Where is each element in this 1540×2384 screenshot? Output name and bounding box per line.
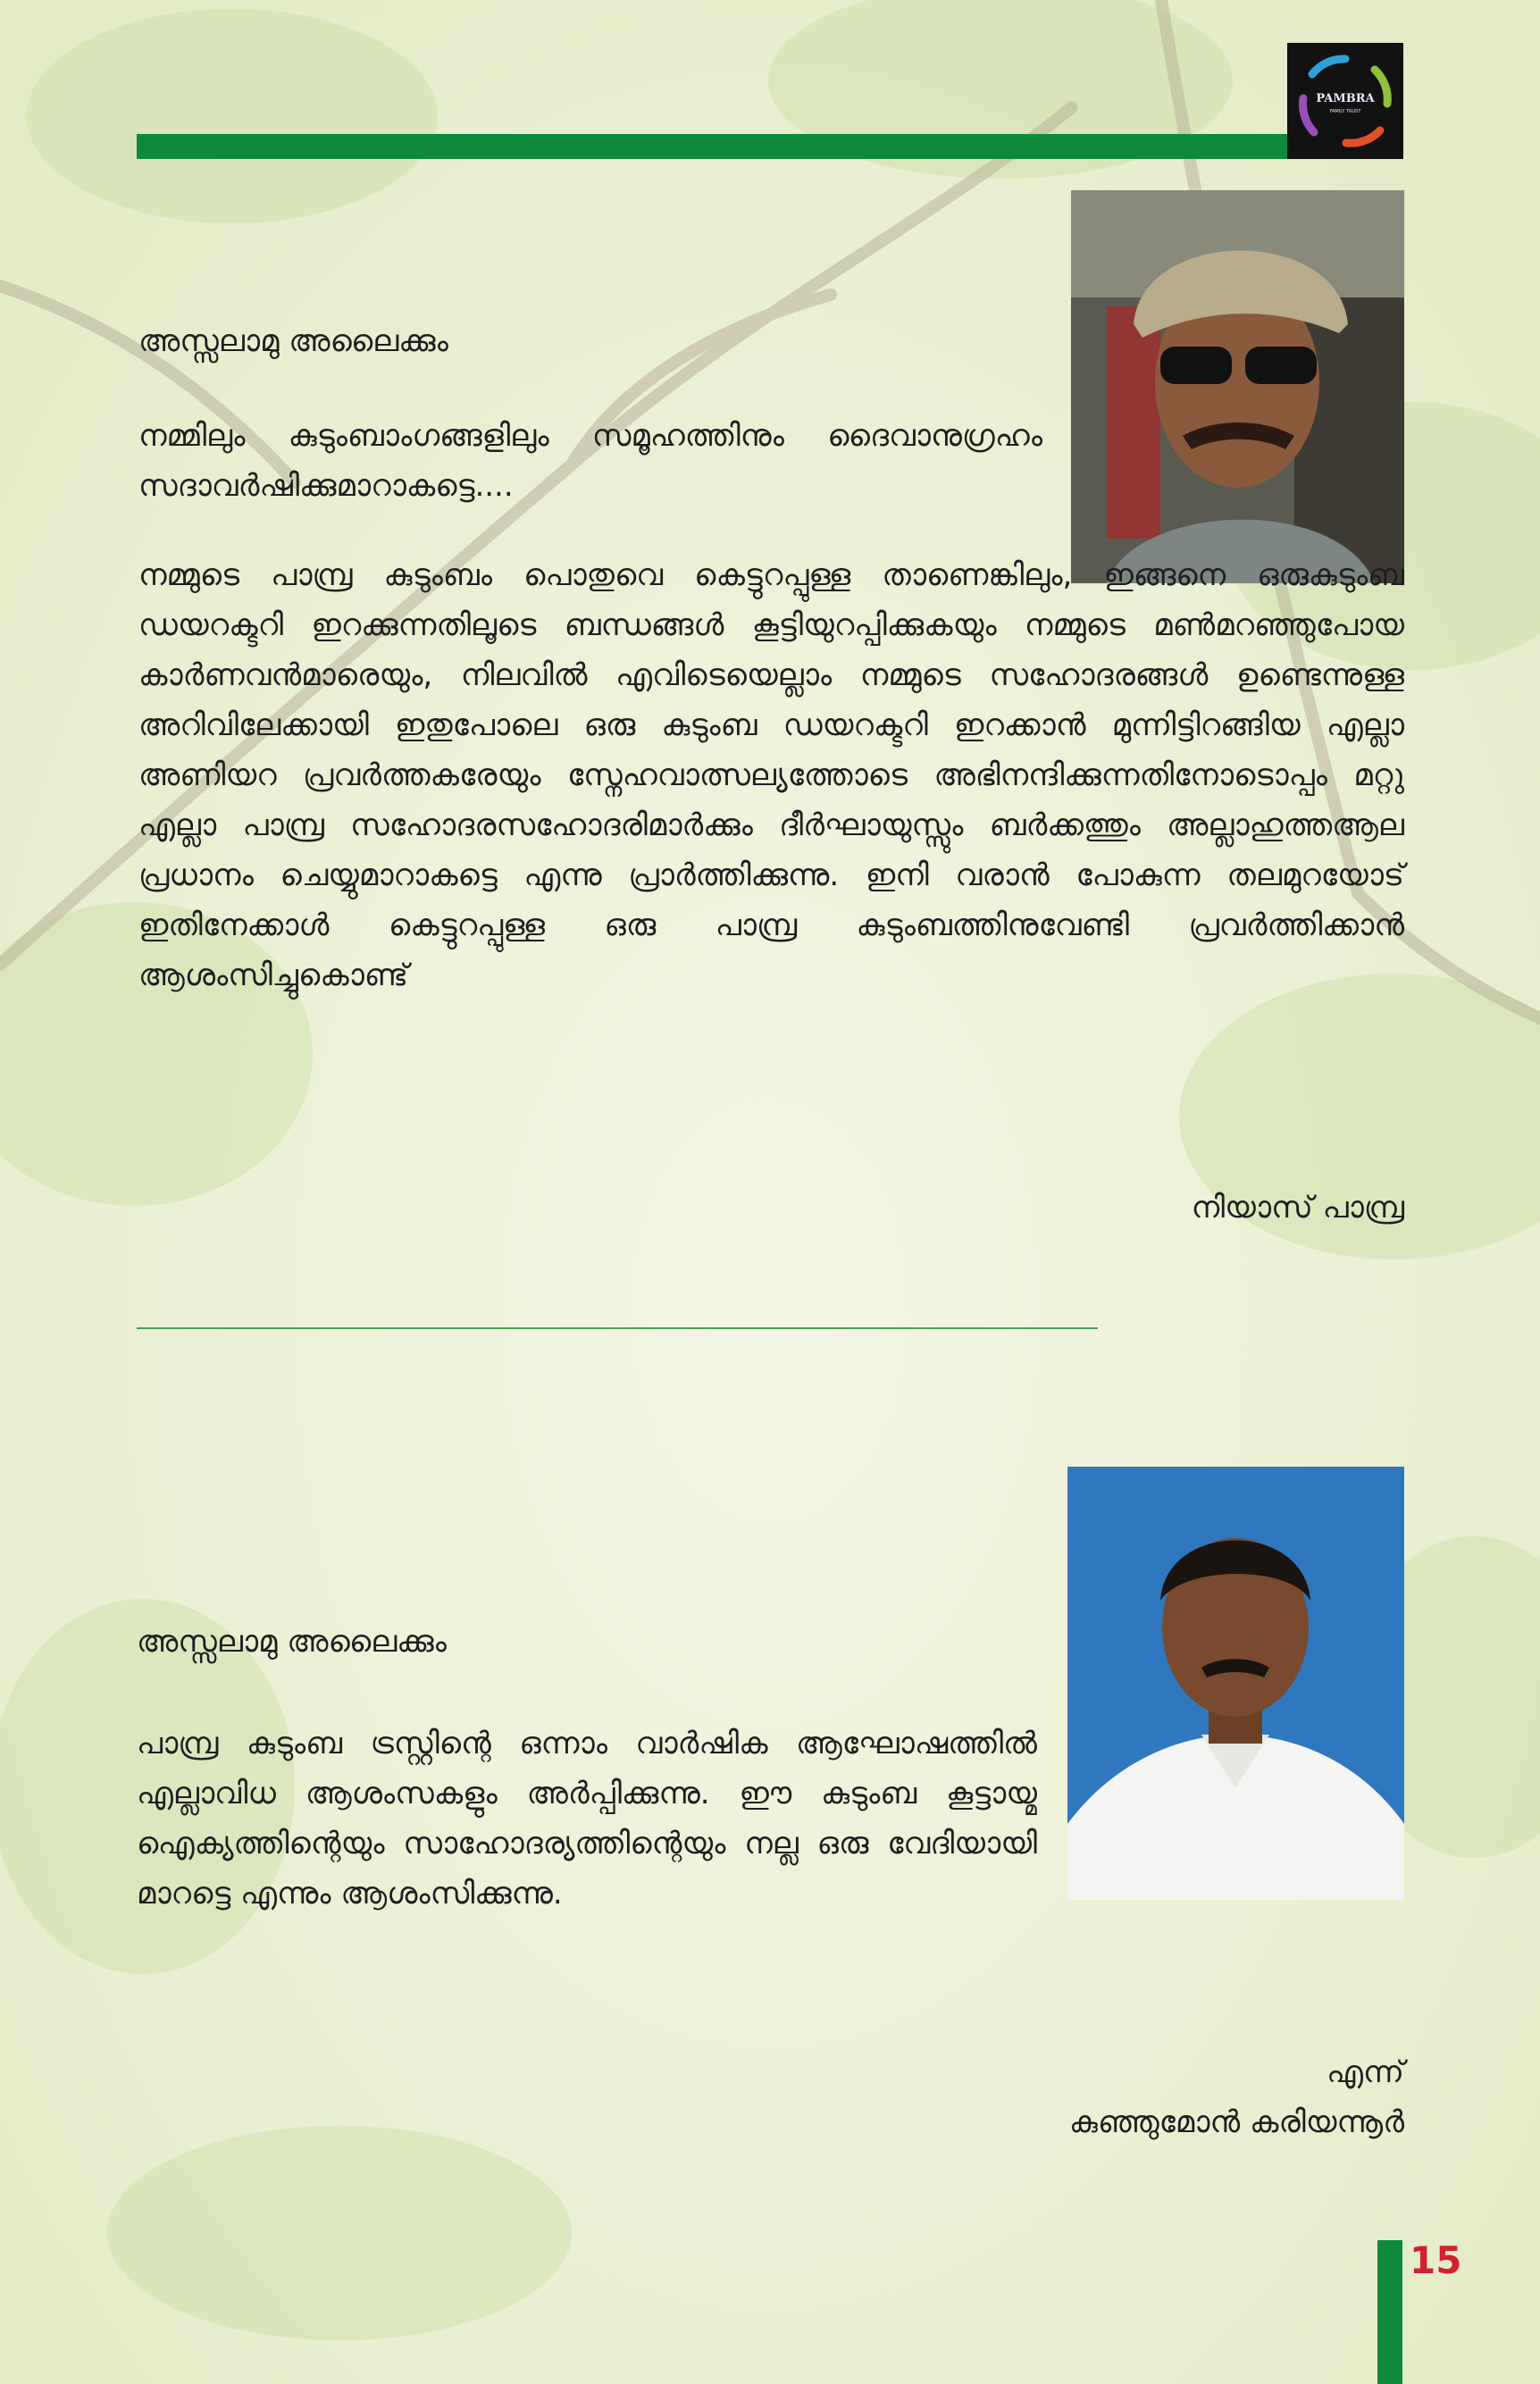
svg-text:FAMILY TRUST: FAMILY TRUST xyxy=(1329,109,1361,114)
signature-2-prefix: എന്ന് xyxy=(1327,2054,1404,2090)
svg-text:PAMBRA: PAMBRA xyxy=(1316,92,1375,105)
header-bar xyxy=(137,134,1289,159)
message-1-intro: നമ്മിലും കുടുംബാംഗങ്ങളിലും സമൂഹത്തിനും ദൈവാനുഗ്രഹം സദാവർഷിക്കുമാറാകട്ടെ.... xyxy=(138,418,1042,504)
pambra-logo xyxy=(1287,43,1403,159)
signature-2: കുഞ്ഞുമോൻ കരിയന്നൂർ xyxy=(1069,2104,1404,2140)
greeting-1: അസ്സലാമു അലൈക്കും xyxy=(138,323,448,359)
author-photo-niyas xyxy=(1071,190,1404,583)
author-photo-kunjumon xyxy=(1067,1467,1404,1900)
section-divider xyxy=(137,1327,1098,1329)
greeting-2: അസ്സലാമു അലൈക്കും xyxy=(137,1624,447,1660)
message-1-body: നമ്മുടെ പാമ്പ്ര കുടുംബം പൊതുവെ കെട്ടുറപ്പുള്ള താണെങ്കിലും, ഇങ്ങനെ ഒരുകുടുംബ ഡയറക്ടറി ഇറക്കുന്നതിലൂടെ ബന്ധങ്ങൾ കൂട്ടിയുറപ്പിക്കുകയും നമ്മുടെ മൺമറഞ്ഞുപോയ കാർണവൻമാരെയും, നിലവിൽ എവിടെയെല്ലാം നമ്മുടെ സഹോദരങ്ങൾ ഉണ്ടെന്നുള്ള അറിവിലേക്കായി ഇതുപോലെ ഒരു കുടുംബ ഡയറക്ടറി ഇറക്കാൻ മുന്നിട്ടിറങ്ങിയ എല്ലാ അണിയറ പ്രവർത്തകരേയും സ്നേഹവാത്സല്യത്തോടെ അഭിനന്ദിക്കുന്നതിനോടൊപ്പം മറ്റു എല്ലാ പാമ്പ്ര സഹോദരസഹോദരിമാർക്കും ദീർഘായുസ്സും ബർക്കത്തും അല്ലാഹുത്തആല പ്രധാനം ചെയ്യുമാറാകട്ടെ എന്നു പ്രാർത്തിക്കുന്നു. ഇനി വരാൻ പോകുന്ന തലമുറയോട് ഇതിനേക്കാൾ കെട്ടുറപ്പുള്ള ഒരു പാമ്പ്ര കുടുംബത്തിനുവേണ്ടി പ്രവർത്തിക്കാൻ ആശംസിച്ചുകൊണ്ട് xyxy=(138,557,1404,993)
page-number: 15 xyxy=(1410,2238,1462,2282)
page-number-bar xyxy=(1377,2240,1402,2384)
signature-1: നിയാസ് പാമ്പ്ര xyxy=(1191,1190,1404,1225)
message-2-body: പാമ്പ്ര കുടുംബ ട്രസ്റ്റിന്റെ ഒന്നാം വാർഷിക ആഘോഷത്തിൽ എല്ലാവിധ ആശംസകളും അർപ്പിക്കുന്നു. ഈ കുടുംബ കൂട്ടായ്മ ഐക്യത്തിന്റെയും സാഹോദര്യത്തിന്റെയും നല്ല ഒരു വേദിയായി മാറട്ടെ എന്നും ആശംസിക്കുന്നു. xyxy=(137,1726,1037,1911)
